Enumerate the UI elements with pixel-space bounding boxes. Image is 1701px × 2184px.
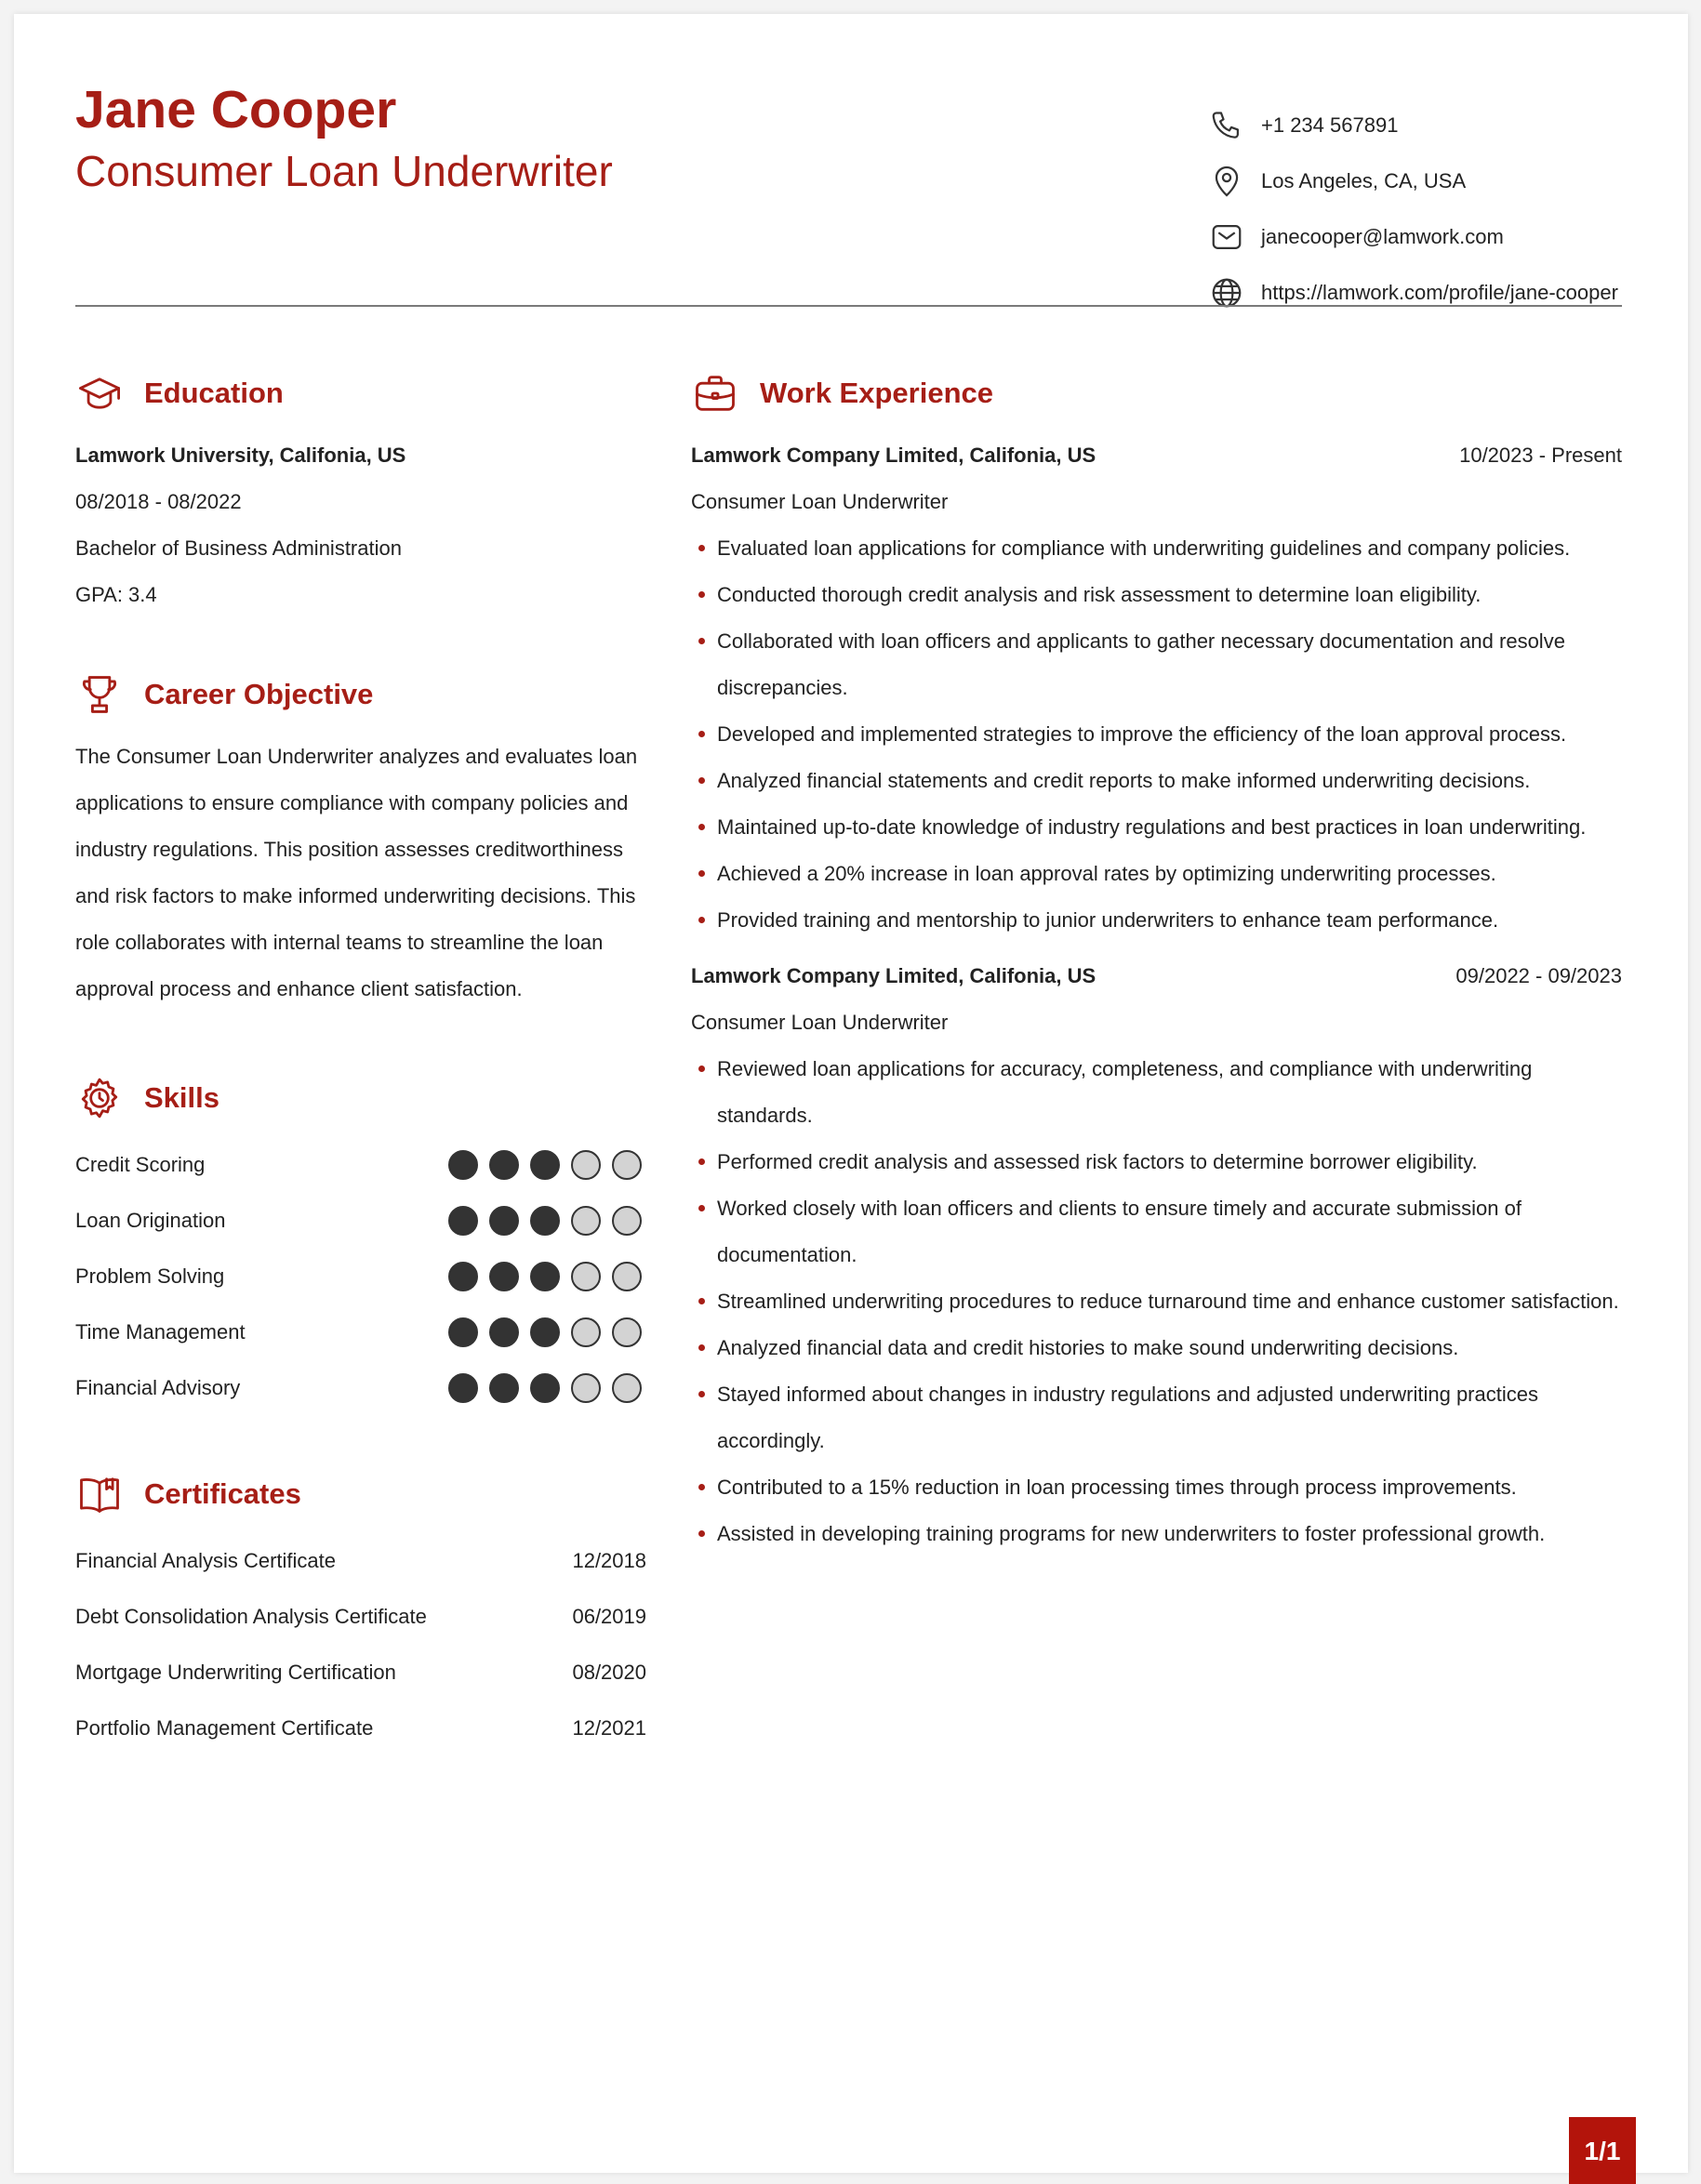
email-text: janecooper@lamwork.com [1261,225,1504,248]
job-header [691,953,1622,999]
right-column [691,367,1622,1567]
graduation-cap-icon [75,369,124,417]
job-bullet: Developed and implemented strategies to improve the efficiency of the loan approval process. [691,711,1622,758]
job-bullet: Performed credit analysis and assessed risk factors to determine borrower eligibility. [691,1139,1622,1185]
skills-heading: Skills [144,1081,219,1114]
certificate-date: 08/2020 [572,1661,646,1684]
objective-text: The Consumer Loan Underwriter analyzes and evaluates loan applications to ensure compliance with company policies and industry regulations. This position assesses creditworthiness and risk factors to make informed underwriting decisions. This role collaborates with internal teams to streamline the loan approval process and enhance client satisfaction. [75,745,638,1000]
certificate-row [75,1533,646,1589]
rating-dot-empty [612,1206,642,1236]
certificate-name: Financial Analysis Certificate [75,1549,337,1572]
education-header [75,367,646,419]
rating-dot-filled [530,1262,560,1291]
certificates-header [75,1468,646,1520]
job-dates: 10/2023 - Present [1459,443,1622,467]
rating-dot-filled [448,1206,478,1236]
certificate-row [75,1701,646,1756]
rating-dot-filled [448,1373,478,1403]
resume-page [14,14,1688,2173]
certificate-date: 12/2018 [572,1549,646,1572]
contact-phone[interactable] [1209,98,1655,153]
job-role: Consumer Loan Underwriter [691,1011,949,1034]
education-dates: 08/2018 - 08/2022 [75,490,242,513]
career-objective-section [75,668,646,1013]
rating-dot-filled [489,1206,519,1236]
job-bullet: Analyzed financial statements and credit reports to make informed underwriting decisions. [691,758,1622,804]
certificate-name: Debt Consolidation Analysis Certificate [75,1605,427,1628]
certificate-row [75,1645,646,1701]
skills-list [75,1137,646,1416]
rating-dot-empty [571,1373,601,1403]
job-bullets [691,1046,1622,1557]
certificates-section [75,1468,646,1756]
certificate-row [75,1589,646,1645]
rating-dot-filled [448,1150,478,1180]
job-bullet: Streamlined underwriting procedures to reduce turnaround time and enhance customer satisfaction. [691,1278,1622,1325]
rating-dot-empty [612,1150,642,1180]
skill-row [75,1304,646,1360]
gear-icon [75,1074,124,1122]
education-gpa: GPA: 3.4 [75,583,157,606]
phone-icon [1209,108,1244,143]
education-section [75,367,646,618]
education-school: Lamwork University, Califonia, US [75,443,406,467]
job-bullet: Conducted thorough credit analysis and risk assessment to determine loan eligibility. [691,572,1622,618]
education-degree: Bachelor of Business Administration [75,536,402,560]
objective-header [75,668,646,721]
skill-rating [448,1206,642,1236]
skill-row [75,1137,646,1193]
header-divider [75,305,1622,307]
skill-name: Problem Solving [75,1264,225,1288]
mail-icon [1209,219,1244,255]
experience-heading: Work Experience [760,377,993,409]
job-bullet: Assisted in developing training programs for new underwriters to foster professional growth. [691,1511,1622,1557]
skill-name: Financial Advisory [75,1376,241,1399]
skill-name: Time Management [75,1320,246,1343]
job-bullet: Maintained up-to-date knowledge of industry regulations and best practices in loan underwriting. [691,804,1622,851]
rating-dot-filled [530,1206,560,1236]
rating-dot-empty [571,1206,601,1236]
job-company: Lamwork Company Limited, Califonia, US [691,964,1096,987]
website-link: https://lamwork.com/profile/jane-cooper [1261,281,1618,304]
rating-dot-empty [571,1150,601,1180]
rating-dot-empty [571,1317,601,1347]
education-heading: Education [144,377,284,409]
certificate-name: Portfolio Management Certificate [75,1716,374,1740]
contact-location [1209,153,1655,209]
skill-row [75,1360,646,1416]
certificates-heading: Certificates [144,1477,301,1510]
candidate-name: Jane Cooper [75,80,397,139]
phone-text: +1 234 567891 [1261,113,1399,137]
job-entry [691,432,1622,944]
job-company: Lamwork Company Limited, Califonia, US [691,443,1096,467]
rating-dot-filled [489,1150,519,1180]
job-bullet: Collaborated with loan officers and applicants to gather necessary documentation and resolve discrepancies. [691,618,1622,711]
certificate-date: 06/2019 [572,1605,646,1628]
skill-row [75,1249,646,1304]
job-bullet: Reviewed loan applications for accuracy, completeness, and compliance with underwriting standards. [691,1046,1622,1139]
rating-dot-filled [530,1317,560,1347]
rating-dot-filled [448,1262,478,1291]
certificate-date: 12/2021 [572,1716,646,1740]
skill-rating [448,1373,642,1403]
rating-dot-empty [571,1262,601,1291]
job-bullet: Provided training and mentorship to junior underwriters to enhance team performance. [691,897,1622,944]
contact-website[interactable] [1209,265,1655,321]
briefcase-icon [691,369,739,417]
rating-dot-filled [489,1317,519,1347]
job-bullet: Analyzed financial data and credit histories to make sound underwriting decisions. [691,1325,1622,1371]
contact-email[interactable] [1209,209,1655,265]
job-bullet: Achieved a 20% increase in loan approval rates by optimizing underwriting processes. [691,851,1622,897]
job-role: Consumer Loan Underwriter [691,490,949,513]
rating-dot-filled [530,1373,560,1403]
experience-header [691,367,1622,419]
skills-header [75,1072,646,1124]
jobs-list [691,432,1622,1557]
job-bullet: Worked closely with loan officers and clients to ensure timely and accurate submission of documentation. [691,1185,1622,1278]
skill-name: Credit Scoring [75,1153,206,1176]
job-bullets [691,525,1622,944]
candidate-title: Consumer Loan Underwriter [75,147,613,195]
job-bullet: Evaluated loan applications for compliance with underwriting guidelines and company policies. [691,525,1622,572]
contact-block [1209,98,1655,321]
left-column [75,367,646,1756]
job-dates: 09/2022 - 09/2023 [1455,964,1622,987]
book-icon [75,1470,124,1518]
location-pin-icon [1209,164,1244,199]
certificates-list [75,1533,646,1756]
rating-dot-empty [612,1373,642,1403]
job-header [691,432,1622,479]
skill-rating [448,1150,642,1180]
certificate-name: Mortgage Underwriting Certification [75,1661,396,1684]
rating-dot-filled [489,1262,519,1291]
trophy-icon [75,670,124,719]
rating-dot-filled [448,1317,478,1347]
skills-section [75,1072,646,1416]
job-bullet: Contributed to a 15% reduction in loan processing times through process improvements. [691,1464,1622,1511]
skill-row [75,1193,646,1249]
objective-heading: Career Objective [144,678,374,710]
page-indicator: 1/1 [1569,2117,1636,2184]
rating-dot-empty [612,1317,642,1347]
skill-name: Loan Origination [75,1209,226,1232]
rating-dot-empty [612,1262,642,1291]
rating-dot-filled [530,1150,560,1180]
job-bullet: Stayed informed about changes in industry regulations and adjusted underwriting practices accordingly. [691,1371,1622,1464]
job-entry [691,953,1622,1557]
rating-dot-filled [489,1373,519,1403]
location-text: Los Angeles, CA, USA [1261,169,1467,192]
skill-rating [448,1317,642,1347]
skill-rating [448,1262,642,1291]
